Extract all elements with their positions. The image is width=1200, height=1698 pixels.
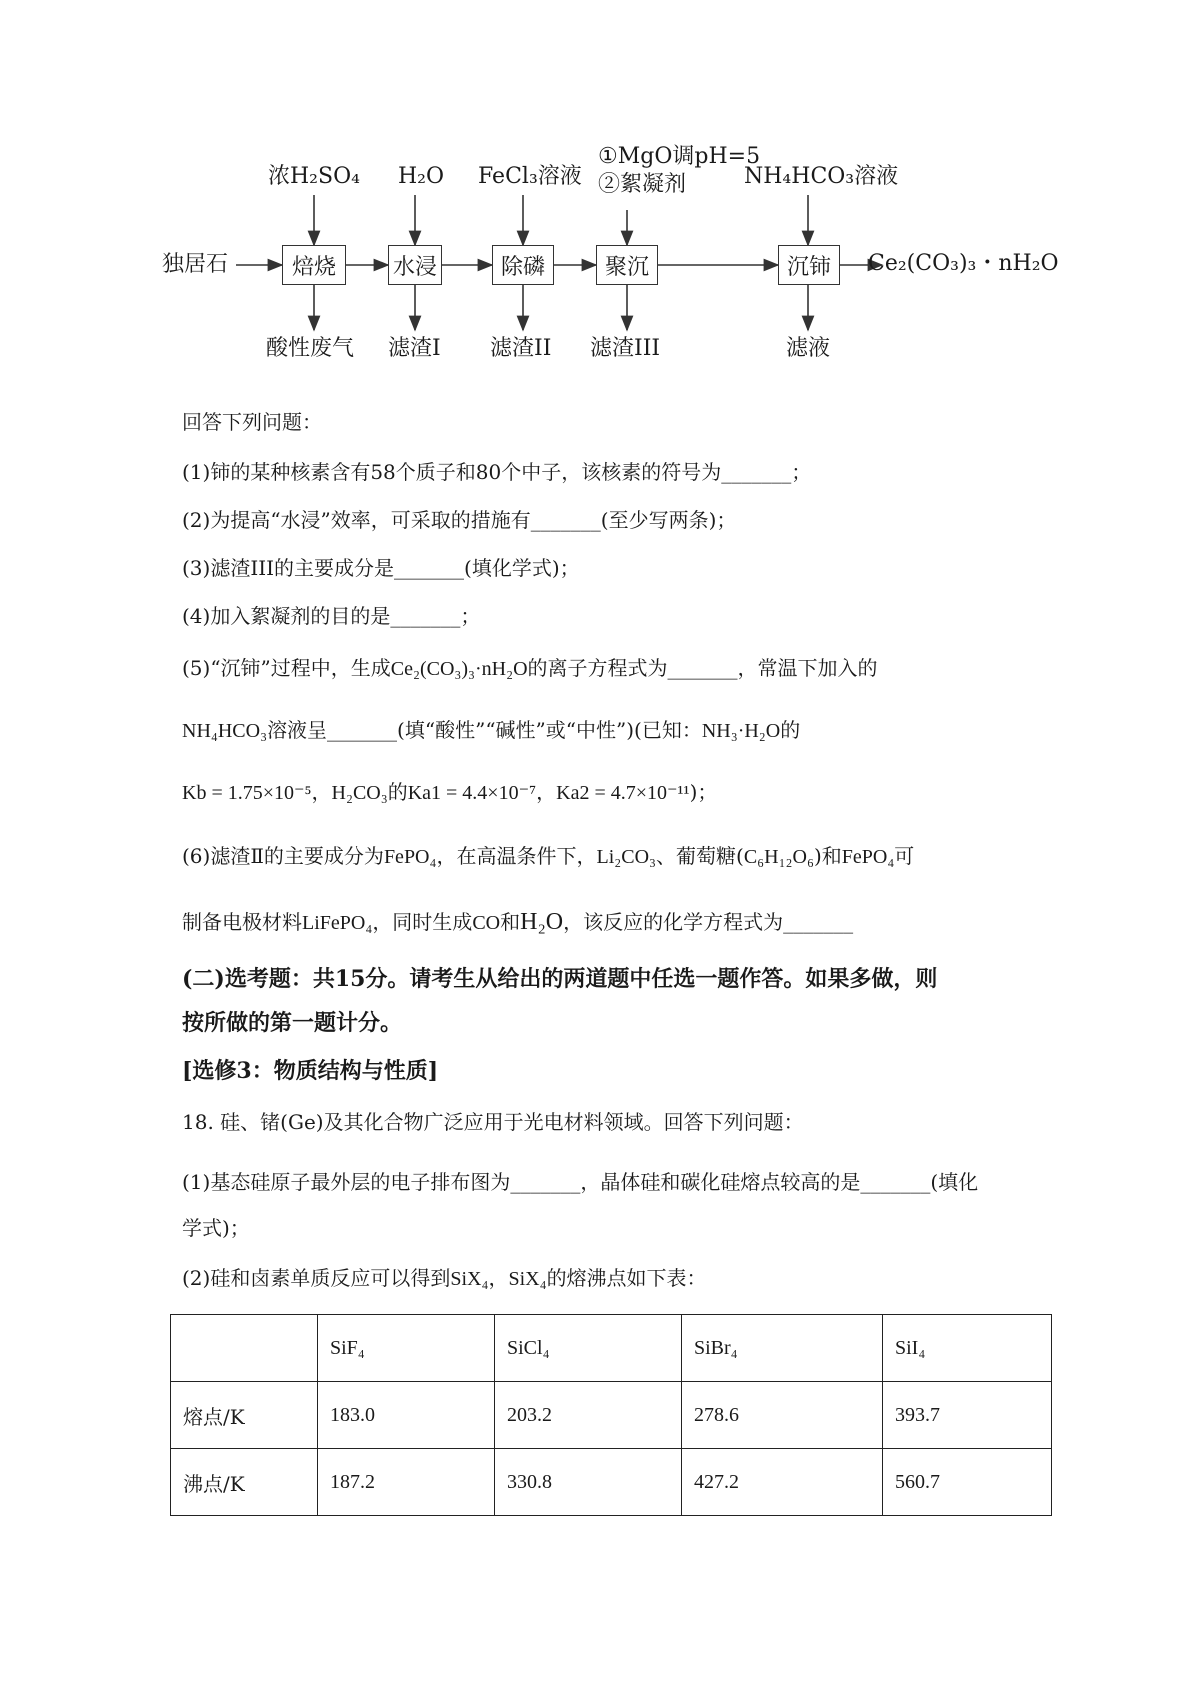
process-flowchart (160, 140, 1160, 390)
table-cell: 560.7 (883, 1449, 1052, 1516)
reagent-acid: 浓H₂SO₄ (268, 164, 360, 189)
question-18-1-line-2: 学式)； (182, 1216, 250, 1240)
formula-cerium-carbonate: Ce₂(CO₃)₃·nH₂O (390, 658, 528, 680)
input-label: 独居石 (162, 252, 229, 277)
question-1: (1)铈的某种核素含有58个质子和80个中子，该核素的符号为_______； (182, 460, 812, 484)
output-residue-3: 滤渣III (590, 336, 661, 361)
table-cell: 203.2 (495, 1382, 682, 1449)
process-box-leach: 水浸 (388, 245, 442, 285)
formula-h2co3: H₂CO₃ (331, 782, 388, 804)
output-residue-1: 滤渣I (388, 336, 441, 361)
process-box-roast: 焙烧 (282, 245, 346, 285)
question-5-line-3: Kb = 1.75×10⁻⁵，H₂CO₃的Ka1 = 4.4×10⁻⁷，Ka2 = 4.7×10⁻¹¹)； (182, 780, 718, 804)
question-3: (3)滤渣III的主要成分是_______(填化学式)； (182, 556, 580, 580)
process-box-dephos: 除磷 (492, 245, 554, 285)
table-header-cell: SiCl₄ (495, 1315, 682, 1382)
question-4: (4)加入絮凝剂的目的是_______； (182, 604, 481, 628)
section-2-title-line-1: (二)选考题：共15分。请考生从给出的两道题中任选一题作答。如果多做，则 (182, 966, 938, 992)
question-2: (2)为提高“水浸”效率，可采取的措施有_______(至少写两条)； (182, 508, 737, 532)
table-row-label: 熔点/K (171, 1382, 318, 1449)
table-cell: 187.2 (318, 1449, 495, 1516)
formula-ammonia-water: NH₃·H₂O (701, 720, 781, 742)
table-cell: 183.0 (318, 1382, 495, 1449)
table-cell: 393.7 (883, 1382, 1052, 1449)
reagent-flocculant: ②絮凝剂 (598, 172, 687, 197)
product-label: Ce₂(CO₃)₃・nH₂O (868, 251, 1059, 276)
table-row (171, 1382, 1052, 1449)
reagent-fecl3: FeCl₃溶液 (478, 164, 582, 189)
section-2-title-line-2: 按所做的第一题计分。 (182, 1010, 403, 1036)
table-header-cell: SiBr₄ (682, 1315, 883, 1382)
reagent-mgo: ①MgO调pH=5 (598, 144, 761, 169)
question-5-line-2: NH₄HCO₃溶液呈_______(填“酸性”“碱性”或“中性”)(已知：NH₃·H₂O的 (182, 718, 801, 742)
table-cell: 330.8 (495, 1449, 682, 1516)
reagent-nh4hco3: NH₄HCO₃溶液 (744, 164, 899, 189)
question-18-2: (2)硅和卤素单质反应可以得到SiX₄，SiX₄的熔沸点如下表： (182, 1266, 707, 1290)
table-cell: 427.2 (682, 1449, 883, 1516)
question-6-line-1: (6)滤渣Ⅱ的主要成分为FePO₄，在高温条件下，Li₂CO₃、葡萄糖(C₆H₁₂O₆)和FePO₄可 (182, 844, 915, 868)
formula-nh4hco3: NH₄HCO₃ (182, 720, 268, 742)
intro-text: 回答下列问题： (182, 410, 322, 434)
constant-ka2: Ka2 = 4.7×10⁻¹¹ (556, 782, 690, 804)
table-row-label: 沸点/K (171, 1449, 318, 1516)
table-header-row (171, 1315, 1052, 1382)
elective-heading: [选修3：物质结构与性质] (182, 1058, 439, 1084)
output-acid-gas: 酸性废气 (266, 336, 355, 361)
question-18: 18. 硅、锗(Ge)及其化合物广泛应用于光电材料领域。回答下列问题： (182, 1110, 804, 1134)
constant-kb: Kb = 1.75×10⁻⁵ (182, 782, 312, 804)
process-box-cerium: 沉铈 (778, 245, 840, 285)
silicon-halide-table (170, 1314, 1052, 1516)
question-5-line-1: (5)“沉铈”过程中，生成Ce₂(CO₃)₃·nH₂O的离子方程式为_______，常温下加入的 (182, 656, 878, 680)
question-18-1-line-1: (1)基态硅原子最外层的电子排布图为_______，晶体硅和碳化硅熔点较高的是_______(填化 (182, 1170, 979, 1194)
reagent-water: H₂O (398, 164, 445, 189)
table-header-cell: SiI₄ (883, 1315, 1052, 1382)
output-residue-2: 滤渣II (490, 336, 552, 361)
output-filtrate: 滤液 (786, 336, 831, 361)
table-header-cell (171, 1315, 318, 1382)
table-row (171, 1449, 1052, 1516)
table-header-cell: SiF₄ (318, 1315, 495, 1382)
constant-ka1: Ka1 = 4.4×10⁻⁷ (407, 782, 537, 804)
table-cell: 278.6 (682, 1382, 883, 1449)
question-6-line-2: 制备电极材料LiFePO₄，同时生成CO和H₂O，该反应的化学方程式为_______ (182, 909, 854, 935)
process-box-coagulate: 聚沉 (596, 245, 658, 285)
